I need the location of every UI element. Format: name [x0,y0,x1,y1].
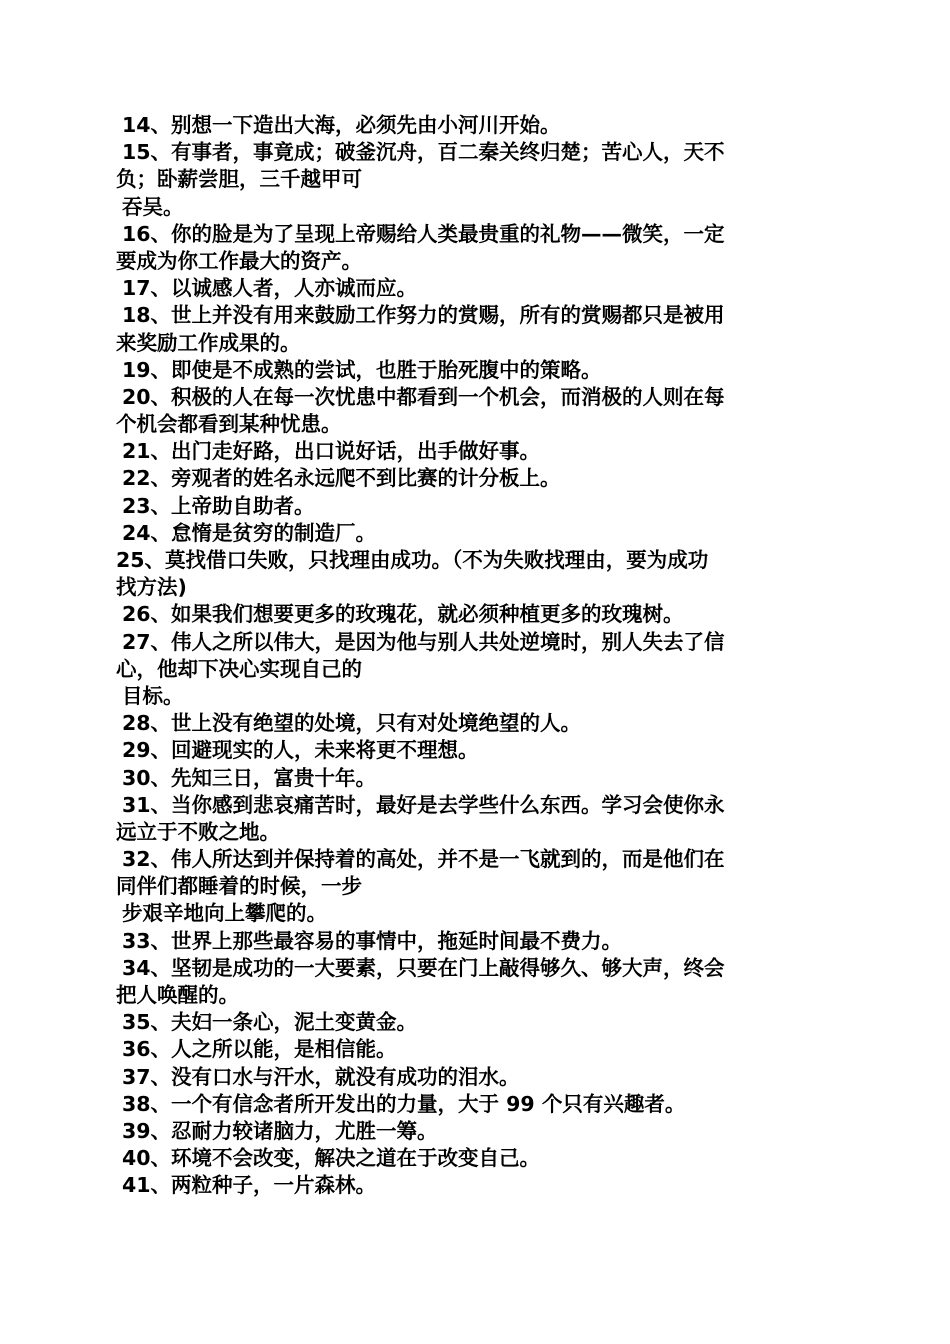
text-line: 25、莫找借口失败，只找理由成功。（不为失败找理由，要为成功 [116,548,709,572]
text-line: 35、夫妇一条心，泥土变黄金。 [122,1010,418,1035]
text-line: 29、回避现实的人，未来将更不理想。 [122,738,479,763]
text-line: 要成为你工作最大的资产。 [116,248,362,273]
text-line: 32、伟人所达到并保持着的高处，并不是一飞就到的，而是他们在 [122,847,725,872]
text-line: 23、上帝助自助者。 [122,493,315,518]
text-line: 36、人之所以能，是相信能。 [122,1037,397,1062]
text-line: 39、忍耐力较诸脑力，尤胜一筹。 [122,1118,438,1143]
text-line: 26、如果我们想要更多的玫瑰花，就必须种植更多的玫瑰树。 [122,602,684,627]
text-line: 27、伟人之所以伟大，是因为他与别人共处逆境时，别人失去了信 [122,629,725,654]
text-line: 同伴们都睡着的时候，一步 [116,874,362,899]
text-line: 33、世界上那些最容易的事情中，拖延时间最不费力。 [122,928,623,953]
text-line: 吞吴。 [122,194,184,219]
text-line: 22、旁观者的姓名永远爬不到比赛的计分板上。 [122,466,561,491]
text-line: 14、别想一下造出大海，必须先由小河川开始。 [122,113,561,137]
text-line: 目标。 [122,683,184,708]
text-line: 19、即使是不成熟的尝试，也胜于胎死腹中的策略。 [122,357,602,382]
text-line: 34、坚韧是成功的一大要素，只要在门上敲得够久、够大声，终会 [122,955,725,980]
text-line: 来奖励工作成果的。 [116,330,301,355]
text-line: 15、有事者，事竟成；破釜沉舟，百二秦关终归楚；苦心人，天不 [122,140,725,165]
text-line: 负；卧薪尝胆，三千越甲可 [116,167,362,192]
text-line: 31、当你感到悲哀痛苦时，最好是去学些什么东西。学习会使你永 [122,792,725,817]
text-line: 18、世上并没有用来鼓励工作努力的赏赐，所有的赏赐都只是被用 [122,303,725,328]
quote-list [116,112,821,1200]
text-line: 30、先知三日，富贵十年。 [122,765,377,790]
text-line: 28、世上没有绝望的处境，只有对处境绝望的人。 [122,711,582,736]
text-line: 38、一个有信念者所开发出的力量，大于 99 个只有兴趣者。 [122,1091,686,1116]
text-line: 步艰辛地向上攀爬的。 [122,901,327,926]
text-line: 20、积极的人在每一次忧患中都看到一个机会，而消极的人则在每 [122,384,725,409]
text-line: 21、出门走好路，出口说好话，出手做好事。 [122,439,541,464]
text-line: 远立于不败之地。 [116,819,280,844]
text-line: 16、你的脸是为了呈现上帝赐给人类最贵重的礼物——微笑，一定 [122,221,725,246]
text-line: 17、以诚感人者，人亦诚而应。 [122,276,418,301]
text-line: 24、怠惰是贫穷的制造厂。 [122,520,377,545]
text-line: 把人唤醒的。 [116,983,239,1007]
text-line: 40、环境不会改变，解决之道在于改变自己。 [122,1146,541,1171]
text-line: 心，他却下决心实现自己的 [116,656,362,681]
text-line: 37、没有口水与汗水，就没有成功的泪水。 [122,1064,520,1089]
text-line: 找方法) [116,575,187,600]
text-line: 个机会都看到某种忧患。 [116,412,342,437]
text-line: 41、两粒种子，一片森林。 [122,1173,377,1198]
